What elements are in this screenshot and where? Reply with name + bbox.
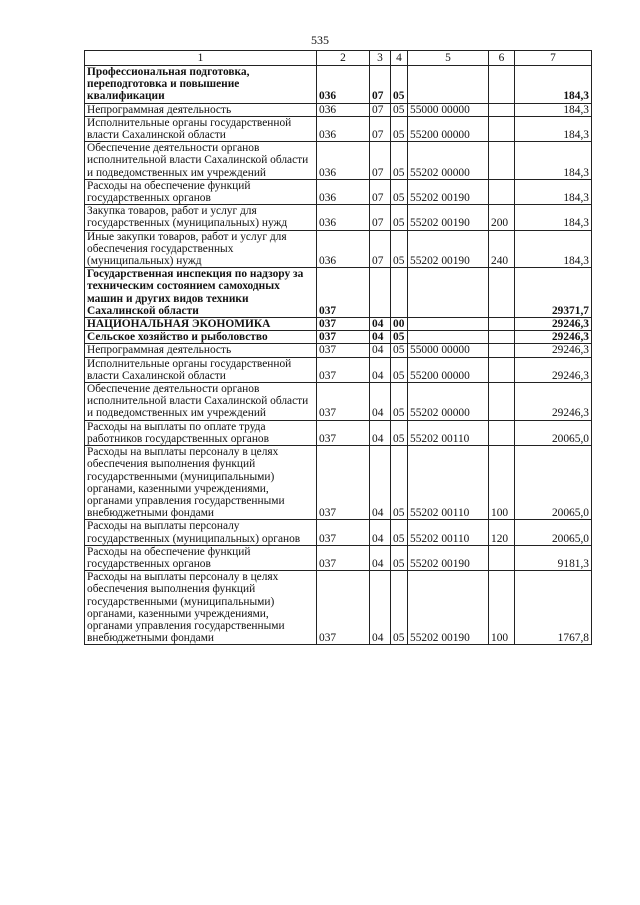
- table-row: [85, 344, 592, 357]
- expense-type-cell: [489, 268, 515, 318]
- row-name-cell: Непрограммная деятельность: [85, 103, 317, 116]
- expense-type-cell: 200: [489, 205, 515, 230]
- admin-code-cell: 036: [317, 142, 370, 180]
- expense-type-cell: [489, 103, 515, 116]
- row-name-cell: Расходы на выплаты персоналу в целях обеспечения выполнения функций государственными (муниципальными) органами, казенными учреждениями, органами управления государственными внебюджетными фондами: [85, 446, 317, 520]
- subsection-code-cell: 00: [391, 318, 408, 331]
- section-code-cell: [370, 268, 391, 318]
- section-code-cell: 07: [370, 116, 391, 141]
- section-code-cell: 04: [370, 357, 391, 382]
- amount-cell: 184,3: [515, 179, 592, 204]
- subsection-code-cell: 05: [391, 420, 408, 445]
- amount-cell: 20065,0: [515, 446, 592, 520]
- section-code-cell: 04: [370, 446, 391, 520]
- section-code-cell: 04: [370, 344, 391, 357]
- section-code-cell: 04: [370, 318, 391, 331]
- target-article-cell: 55202 00190: [408, 571, 489, 645]
- expense-type-cell: [489, 318, 515, 331]
- section-code-cell: 07: [370, 230, 391, 268]
- table-row: [85, 520, 592, 545]
- budget-table: [84, 50, 592, 645]
- subsection-code-cell: 05: [391, 357, 408, 382]
- subsection-code-cell: [391, 268, 408, 318]
- admin-code-cell: 037: [317, 383, 370, 421]
- row-name-cell: Иные закупки товаров, работ и услуг для обеспечения государственных (муниципальных) нужд: [85, 230, 317, 268]
- subsection-code-cell: 05: [391, 103, 408, 116]
- target-article-cell: 55200 00000: [408, 116, 489, 141]
- expense-type-cell: [489, 116, 515, 141]
- column-header-2: 2: [317, 51, 370, 66]
- table-row: [85, 230, 592, 268]
- expense-type-cell: [489, 331, 515, 344]
- admin-code-cell: 037: [317, 331, 370, 344]
- section-code-cell: 04: [370, 545, 391, 570]
- amount-cell: 29371,7: [515, 268, 592, 318]
- table-row: [85, 318, 592, 331]
- expense-type-cell: 100: [489, 571, 515, 645]
- expense-type-cell: [489, 383, 515, 421]
- section-code-cell: 07: [370, 179, 391, 204]
- expense-type-cell: 100: [489, 446, 515, 520]
- amount-cell: 184,3: [515, 116, 592, 141]
- table-row: [85, 331, 592, 344]
- column-header-5: 5: [408, 51, 489, 66]
- expense-type-cell: [489, 142, 515, 180]
- table-row: [85, 268, 592, 318]
- expense-type-cell: [489, 420, 515, 445]
- amount-cell: 29246,3: [515, 357, 592, 382]
- subsection-code-cell: 05: [391, 446, 408, 520]
- row-name-cell: Непрограммная деятельность: [85, 344, 317, 357]
- row-name-cell: Расходы на обеспечение функций государственных органов: [85, 545, 317, 570]
- subsection-code-cell: 05: [391, 520, 408, 545]
- target-article-cell: [408, 66, 489, 104]
- row-name-cell: Расходы на выплаты персоналу в целях обеспечения выполнения функций государственными (муниципальными) органами, казенными учреждениями, органами управления государственными внебюджетными фондами: [85, 571, 317, 645]
- admin-code-cell: 036: [317, 230, 370, 268]
- amount-cell: 29246,3: [515, 344, 592, 357]
- admin-code-cell: 037: [317, 357, 370, 382]
- table-row: [85, 357, 592, 382]
- header-row: [85, 51, 592, 66]
- target-article-cell: 55202 00190: [408, 230, 489, 268]
- admin-code-cell: 037: [317, 446, 370, 520]
- table-row: [85, 66, 592, 104]
- section-code-cell: 07: [370, 66, 391, 104]
- expense-type-cell: [489, 344, 515, 357]
- column-header-3: 3: [370, 51, 391, 66]
- table-row: [85, 420, 592, 445]
- row-name-cell: Обеспечение деятельности органов исполнительной власти Сахалинской области и подведомственных им учреждений: [85, 142, 317, 180]
- row-name-cell: Обеспечение деятельности органов исполнительной власти Сахалинской области и подведомственных им учреждений: [85, 383, 317, 421]
- subsection-code-cell: 05: [391, 383, 408, 421]
- amount-cell: 184,3: [515, 103, 592, 116]
- target-article-cell: [408, 268, 489, 318]
- target-article-cell: 55202 00110: [408, 420, 489, 445]
- admin-code-cell: 037: [317, 571, 370, 645]
- target-article-cell: [408, 318, 489, 331]
- subsection-code-cell: 05: [391, 344, 408, 357]
- target-article-cell: 55202 00190: [408, 545, 489, 570]
- section-code-cell: 07: [370, 142, 391, 180]
- section-code-cell: 04: [370, 383, 391, 421]
- admin-code-cell: 037: [317, 420, 370, 445]
- row-name-cell: Профессиональная подготовка, переподготовка и повышение квалификации: [85, 66, 317, 104]
- section-code-cell: 07: [370, 103, 391, 116]
- admin-code-cell: 036: [317, 116, 370, 141]
- table-row: [85, 446, 592, 520]
- table-row: [85, 142, 592, 180]
- admin-code-cell: 036: [317, 66, 370, 104]
- row-name-cell: Государственная инспекция по надзору за техническим состоянием самоходных машин и других видов техники Сахалинской области: [85, 268, 317, 318]
- target-article-cell: 55202 00190: [408, 205, 489, 230]
- expense-type-cell: [489, 545, 515, 570]
- row-name-cell: Расходы на выплаты по оплате труда работников государственных органов: [85, 420, 317, 445]
- admin-code-cell: 037: [317, 318, 370, 331]
- amount-cell: 20065,0: [515, 520, 592, 545]
- target-article-cell: 55202 00110: [408, 446, 489, 520]
- admin-code-cell: 036: [317, 179, 370, 204]
- table-row: [85, 103, 592, 116]
- expense-type-cell: [489, 179, 515, 204]
- admin-code-cell: 037: [317, 268, 370, 318]
- amount-cell: 29246,3: [515, 318, 592, 331]
- section-code-cell: 04: [370, 571, 391, 645]
- subsection-code-cell: 05: [391, 179, 408, 204]
- subsection-code-cell: 05: [391, 571, 408, 645]
- table-row: [85, 571, 592, 645]
- table-row: [85, 205, 592, 230]
- table-row: [85, 179, 592, 204]
- row-name-cell: Расходы на выплаты персоналу государственных (муниципальных) органов: [85, 520, 317, 545]
- amount-cell: 20065,0: [515, 420, 592, 445]
- table-row: [85, 116, 592, 141]
- row-name-cell: НАЦИОНАЛЬНАЯ ЭКОНОМИКА: [85, 318, 317, 331]
- admin-code-cell: 036: [317, 205, 370, 230]
- expense-type-cell: 120: [489, 520, 515, 545]
- subsection-code-cell: 05: [391, 142, 408, 180]
- amount-cell: 184,3: [515, 66, 592, 104]
- column-header-4: 4: [391, 51, 408, 66]
- table-row: [85, 383, 592, 421]
- amount-cell: 184,3: [515, 230, 592, 268]
- section-code-cell: 07: [370, 205, 391, 230]
- amount-cell: 29246,3: [515, 383, 592, 421]
- section-code-cell: 04: [370, 420, 391, 445]
- subsection-code-cell: 05: [391, 230, 408, 268]
- column-header-6: 6: [489, 51, 515, 66]
- admin-code-cell: 036: [317, 103, 370, 116]
- amount-cell: 29246,3: [515, 331, 592, 344]
- expense-type-cell: [489, 66, 515, 104]
- admin-code-cell: 037: [317, 545, 370, 570]
- target-article-cell: 55202 00110: [408, 520, 489, 545]
- column-header-1: 1: [85, 51, 317, 66]
- table-row: [85, 545, 592, 570]
- section-code-cell: 04: [370, 331, 391, 344]
- row-name-cell: Расходы на обеспечение функций государственных органов: [85, 179, 317, 204]
- target-article-cell: 55202 00190: [408, 179, 489, 204]
- row-name-cell: Закупка товаров, работ и услуг для государственных (муниципальных) нужд: [85, 205, 317, 230]
- expense-type-cell: 240: [489, 230, 515, 268]
- target-article-cell: 55000 00000: [408, 103, 489, 116]
- admin-code-cell: 037: [317, 520, 370, 545]
- amount-cell: 184,3: [515, 142, 592, 180]
- subsection-code-cell: 05: [391, 545, 408, 570]
- row-name-cell: Исполнительные органы государственной власти Сахалинской области: [85, 116, 317, 141]
- row-name-cell: Исполнительные органы государственной власти Сахалинской области: [85, 357, 317, 382]
- amount-cell: 184,3: [515, 205, 592, 230]
- admin-code-cell: 037: [317, 344, 370, 357]
- target-article-cell: [408, 331, 489, 344]
- subsection-code-cell: 05: [391, 66, 408, 104]
- column-header-7: 7: [515, 51, 592, 66]
- target-article-cell: 55202 00000: [408, 142, 489, 180]
- row-name-cell: Сельское хозяйство и рыболовство: [85, 331, 317, 344]
- amount-cell: 1767,8: [515, 571, 592, 645]
- target-article-cell: 55200 00000: [408, 357, 489, 382]
- expense-type-cell: [489, 357, 515, 382]
- subsection-code-cell: 05: [391, 116, 408, 141]
- target-article-cell: 55202 00000: [408, 383, 489, 421]
- section-code-cell: 04: [370, 520, 391, 545]
- page-number: 535: [311, 33, 329, 47]
- target-article-cell: 55000 00000: [408, 344, 489, 357]
- amount-cell: 9181,3: [515, 545, 592, 570]
- subsection-code-cell: 05: [391, 205, 408, 230]
- subsection-code-cell: 05: [391, 331, 408, 344]
